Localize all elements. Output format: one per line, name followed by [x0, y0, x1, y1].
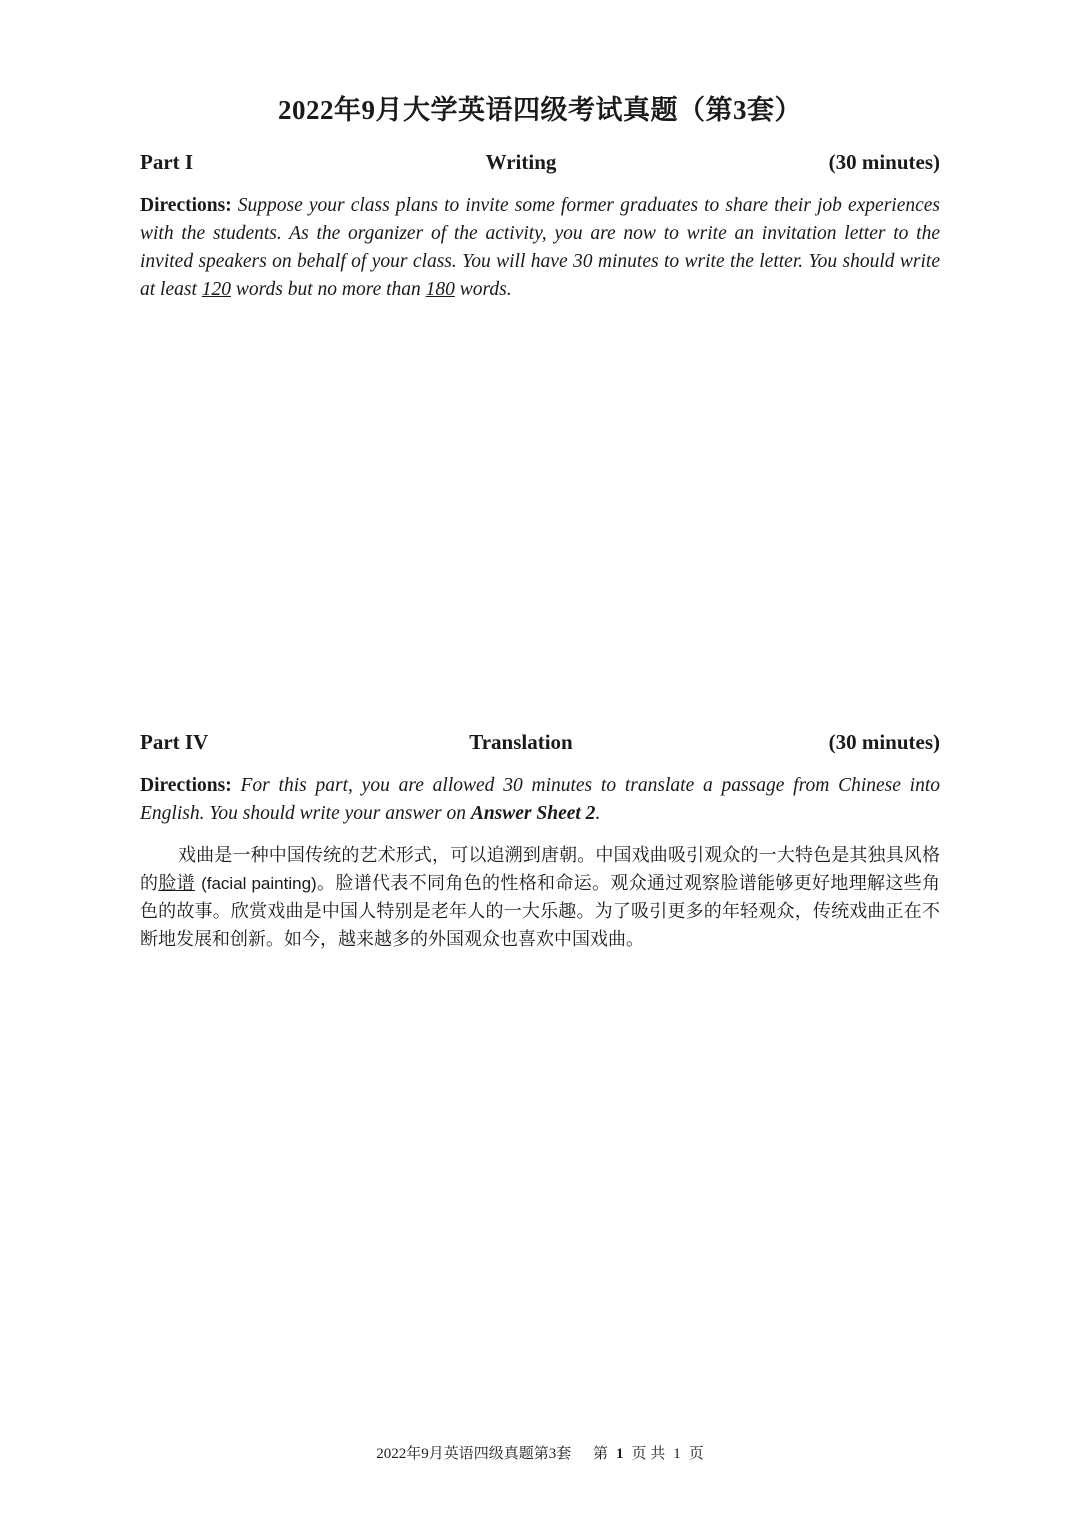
chinese-passage [140, 842, 940, 954]
translation-section-name: Translation [469, 730, 573, 754]
passage-term-english: (facial painting) [201, 874, 317, 893]
min-words: 120 [201, 279, 231, 300]
writing-directions-text-1: Suppose your class plans to invite some former graduates to share their job experiences with the students. As the organizer of the activity, you are now to write an invitation letter to the invited speakers on behalf of your class. You will have 30 minutes to write the letter. You should write at least [140, 195, 941, 300]
translation-directions [140, 772, 940, 828]
footer-page-mid: 页 共 [631, 1446, 666, 1462]
page-footer [0, 1442, 1080, 1463]
page-title: 2022年9月大学英语四级考试真题（第3套） [278, 95, 802, 125]
translation-part-label: Part IV [140, 730, 209, 754]
writing-directions [140, 192, 940, 304]
footer-doc-title: 2022年9月英语四级真题第3套 [376, 1446, 572, 1462]
footer-page-number: 1 [616, 1446, 624, 1462]
translation-directions-text-2: . [595, 803, 601, 824]
answer-sheet: Answer Sheet 2 [470, 803, 596, 824]
max-words: 180 [425, 279, 455, 300]
passage-part-1: 戏曲是一种中国传统的艺术形式，可以追溯到唐朝。中国戏曲吸引观众的一大特色是其独具风格的 [140, 845, 940, 894]
writing-header [140, 150, 940, 180]
writing-directions-text-3: words. [454, 279, 512, 300]
translation-header [140, 730, 940, 760]
writing-time: (30 minutes) [828, 150, 940, 174]
passage-part-2: 。脸谱代表不同角色的性格和命运。观众通过观察脸谱能够更好地理解这些角色的故事。欣赏戏曲是中国人特别是老年人的一大乐趣。为了吸引更多的年轻观众，传统戏曲正在不断地发展和创新。如今，越来越多的外国观众也喜欢中国戏曲。 [140, 873, 941, 950]
footer-page-suffix: 页 [688, 1446, 704, 1462]
footer-page-prefix: 第 [592, 1446, 608, 1462]
passage-term: 脸谱 [158, 873, 196, 894]
writing-directions-text-2: words but no more than [231, 279, 426, 300]
translation-directions-label: Directions: [140, 775, 232, 796]
writing-part-label: Part I [140, 150, 194, 174]
writing-section-name: Writing [485, 150, 557, 174]
translation-time: (30 minutes) [828, 730, 940, 754]
footer-page-total: 1 [673, 1446, 681, 1462]
translation-directions-text-1: For this part, you are allowed 30 minutes to translate a passage from Chinese into English. You should write your answer on [140, 775, 941, 824]
writing-directions-label: Directions: [140, 195, 232, 216]
